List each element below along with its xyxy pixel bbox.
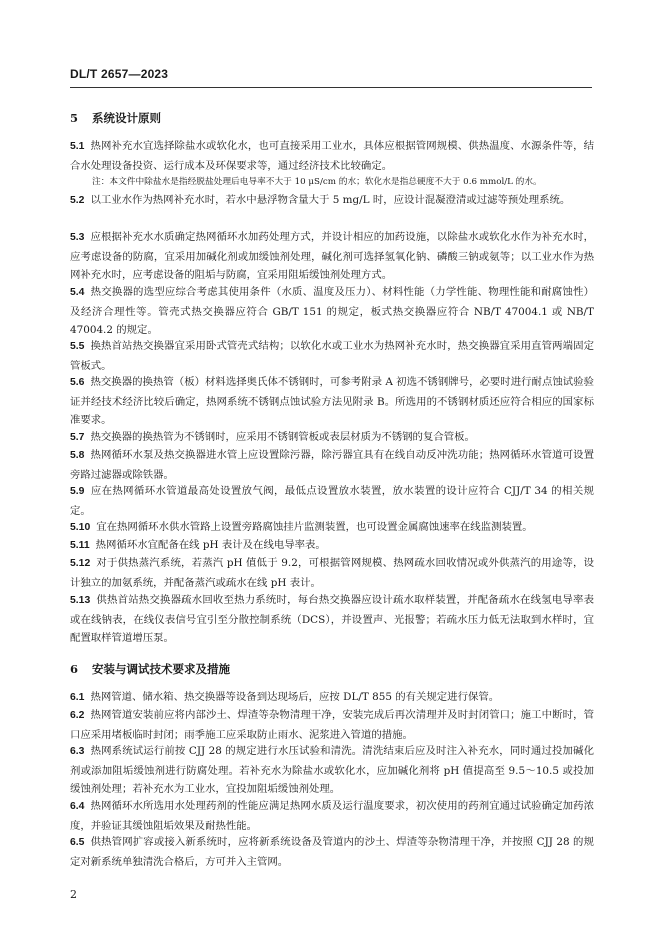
clause-5-3: 5.3 应根据补充水水质确定热网循环水加药处理方式，并设计相应的加药设施，以除盐水或软化水作为补充水时，应考虑设备的防腐，宜采用加碱化剂或加缓蚀剂处理，碱化剂可选择氢氧化钠、磷酸三钠或氨等；以工业水作为热网补充水时，应考虑设备的阻垢与防腐，宜采用阻垢缓蚀剂处理方式。: [70, 231, 594, 282]
clause-5-13: 5.13 供热首站热交换器疏水回收至热力系统时，每台热交换器应设计疏水取样装置，并配备疏水在线氢电导率表或在线钠表，在线仪表信号宜引至分散控制系统（DCS），并设置声、光报警；若疏水压力低无法取到水样时，宜配置取样管道增压泵。: [70, 594, 594, 645]
clause-6-4: 6.4 热网循环水所选用水处理药剂的性能应满足热网水质及运行温度要求，初次使用的药剂宜通过试验确定加药浓度，并验证其缓蚀阻垢效果及耐热性能。: [70, 800, 594, 832]
clause-6-2: 6.2 热网管道安装前应将内部沙土、焊渣等杂物清理干净，安装完成后再次清理并及时封闭管口；施工中断时，管口应采用堵板临时封闭；雨季施工应采取防止雨水、泥浆进入管道的措施。: [70, 709, 594, 741]
clause-5-12: 5.12 对于供热蒸汽系统，若蒸汽 pH 值低于 9.2，可根据管网规模、热网疏水回收情况或外供蒸汽的用途等，设计独立的加氨系统，并配备蒸汽或疏水在线 pH 表计。: [70, 557, 594, 589]
clause-6-1: 6.1 热网管道、储水箱、热交换器等设备到达现场后，应按 DL/T 855 的有关规定进行保管。: [70, 691, 500, 703]
clause-5-4: 5.4 热交换器的选型应综合考虑其使用条件（水质、温度及压力）、材料性能（力学性能、物理性能和耐腐蚀性）及经济合理性等。管壳式热交换器应符合 GB/T 151 的规定，板式热交换器应符合 NB/T 47004.1 或 NB/T 47004.2 的规定。: [70, 286, 594, 337]
clause-5-5: 5.5 换热首站热交换器宜采用卧式管壳式结构；以软化水或工业水为热网补充水时，热交换器宜采用直管两端固定管板式。: [70, 340, 594, 372]
clause-5-9: 5.9 应在热网循环水管道最高处设置放气阀，最低点设置放水装置，放水装置的设计应符合 CJJ/T 34 的相关规定。: [70, 485, 594, 517]
section-5-heading: [70, 110, 161, 126]
section-number: 5: [70, 111, 79, 125]
page-number: 2: [70, 888, 77, 901]
section-number: 6: [70, 662, 79, 676]
clause-5-6: 5.6 热交换器的换热管（板）材料选择奥氏体不锈钢时，可参考附录 A 初选不锈钢牌号，必要时进行耐点蚀试验验证并经技术经济比较后确定，热网系统不锈钢点蚀试验方法见附录 B。所选用的不锈钢材质还应符合相应的国家标准要求。: [70, 376, 594, 427]
section-title: 系统设计原则: [92, 111, 161, 125]
clause-5-11: 5.11 热网循环水宜配备在线 pH 表计及在线电导率表。: [70, 539, 326, 551]
clause-5-10: 5.10 宜在热网循环水供水管路上设置旁路腐蚀挂片监测装置，也可设置金属腐蚀速率在线监测装置。: [70, 521, 533, 533]
note: 注：本文件中除盐水是指经脱盐处理后电导率不大于 10 μS/cm 的水；软化水是指总硬度不大于 0.6 mmol/L 的水。: [92, 177, 542, 187]
standard-code: DL/T 2657—2023: [70, 67, 169, 81]
header-rule: [70, 87, 592, 88]
clause-5-2: 5.2 以工业水作为热网补充水时，若水中悬浮物含量大于 5 mg/L 时，应设计混凝澄清或过滤等预处理系统。: [70, 194, 571, 206]
clause-5-7: 5.7 热交换器的换热管为不锈钢时，应采用不锈钢管板或表层材质为不锈钢的复合管板。: [70, 431, 475, 443]
clause-5-8: 5.8 热网循环水泵及热交换器进水管上应设置除污器，除污器宜具有在线自动反冲洗功能；热网循环水管道可设置旁路过滤器或除铁器。: [70, 449, 594, 481]
section-6-heading: [70, 661, 230, 677]
clause-6-3: 6.3 热网系统试运行前按 CJJ 28 的规定进行水压试验和清洗。清洗结束后应及时注入补充水，同时通过投加碱化剂或添加阻垢缓蚀剂进行防腐处理。若补充水为除盐水或软化水，应加碱化剂将 pH 值提高至 9.5～10.5 或投加缓蚀剂处理；若补充水为工业水，宜投加阻垢缓蚀剂处理。: [70, 745, 594, 796]
clause-6-5: 6.5 供热管网扩容或接入新系统时，应将新系统设备及管道内的沙土、焊渣等杂物清理干净，并按照 CJJ 28 的规定对新系统单独清洗合格后，方可并入主管网。: [70, 836, 594, 868]
clause-5-1: 5.1 热网补充水宜选择除盐水或软化水，也可直接采用工业水，具体应根据管网规模、供热温度、水源条件等，结合水处理设备投资、运行成本及环保要求等，通过经济技术比较确定。: [70, 140, 594, 172]
section-title: 安装与调试技术要求及措施: [92, 662, 230, 676]
